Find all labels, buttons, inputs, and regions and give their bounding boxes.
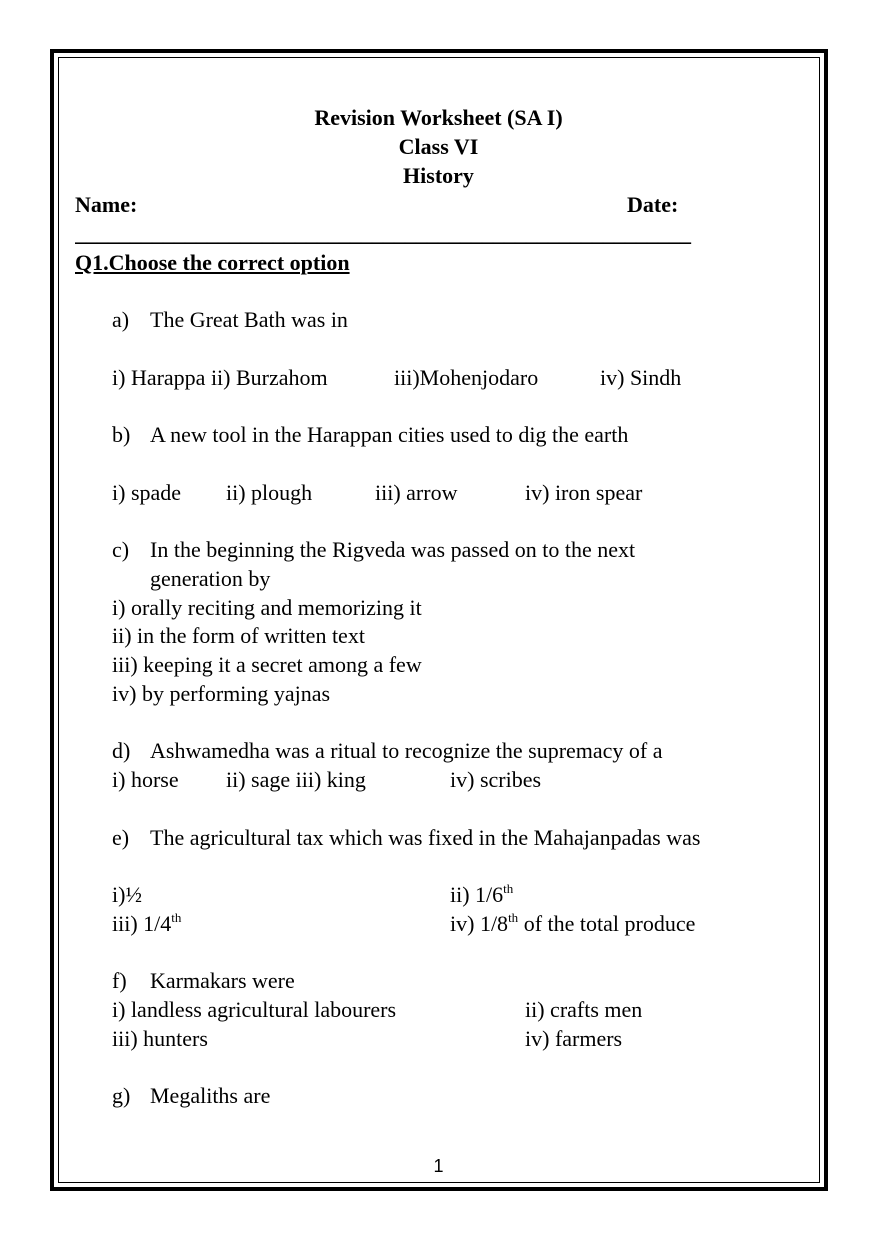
question-e-marker: e) xyxy=(112,825,130,850)
name-label: Name: xyxy=(75,192,138,217)
question-f-option: iv) farmers xyxy=(525,1026,623,1051)
question-b-option: i) spade xyxy=(112,480,182,505)
question-c-marker: c) xyxy=(112,537,130,562)
header-rule: ________________________________________________________ xyxy=(75,221,691,246)
question-f-text: Karmakars were xyxy=(150,968,295,993)
question-a-option: i) Harappa ii) Burzahom xyxy=(112,365,328,390)
option-text: iv) 1/8 xyxy=(450,911,509,936)
question-d-marker: d) xyxy=(112,738,131,763)
question-e-text: The agricultural tax which was fixed in the Mahajanpadas was xyxy=(150,825,701,850)
subject-label: History xyxy=(403,163,474,188)
option-superscript: th xyxy=(503,881,514,896)
question-e-option xyxy=(112,911,181,937)
question-b-option: ii) plough xyxy=(226,480,313,505)
question-c-text: In the beginning the Rigveda was passed on to the next xyxy=(150,537,636,562)
option-superscript: th xyxy=(171,910,182,925)
question-b-option: iii) arrow xyxy=(375,480,458,505)
question-g-text: Megaliths are xyxy=(150,1083,271,1108)
page-number: 1 xyxy=(433,1156,444,1176)
question-a-option: iv) Sindh xyxy=(600,365,682,390)
question-e-option xyxy=(450,911,695,937)
question-a-text: The Great Bath was in xyxy=(150,307,348,332)
question-d-text: Ashwamedha was a ritual to recognize the supremacy of a xyxy=(150,738,663,763)
class-label: Class VI xyxy=(398,134,479,159)
question-c-option: ii) in the form of written text xyxy=(112,623,365,648)
question-c-option: iv) by performing yajnas xyxy=(112,681,331,706)
option-superscript: th xyxy=(508,910,519,925)
option-text: iii) 1/4 xyxy=(112,911,172,936)
question-a-marker: a) xyxy=(112,307,130,332)
section-heading: Q1.Choose the correct option xyxy=(75,250,350,275)
question-d-option: ii) sage iii) king xyxy=(226,767,366,792)
question-b-option: iv) iron spear xyxy=(525,480,643,505)
question-e-option xyxy=(450,882,513,908)
option-text: ii) 1/6 xyxy=(450,882,504,907)
question-f-option: iii) hunters xyxy=(112,1026,208,1051)
question-e-option: i)½ xyxy=(112,882,142,907)
question-b-text: A new tool in the Harappan cities used to dig the earth xyxy=(150,422,629,447)
question-c-option: iii) keeping it a secret among a few xyxy=(112,652,422,677)
worksheet-title: Revision Worksheet (SA I) xyxy=(314,105,563,130)
question-d-option: iv) scribes xyxy=(450,767,542,792)
question-f-option: ii) crafts men xyxy=(525,997,643,1022)
question-c-text-continued: generation by xyxy=(150,566,271,591)
question-b-marker: b) xyxy=(112,422,131,447)
question-c-option: i) orally reciting and memorizing it xyxy=(112,595,422,620)
question-f-option: i) landless agricultural labourers xyxy=(112,997,397,1022)
question-d-option: i) horse xyxy=(112,767,179,792)
question-a-option: iii)Mohenjodaro xyxy=(394,365,539,390)
question-f-marker: f) xyxy=(112,968,127,993)
option-text-suffix: of the total produce xyxy=(518,911,696,936)
date-label: Date: xyxy=(627,192,679,217)
question-g-marker: g) xyxy=(112,1083,131,1108)
